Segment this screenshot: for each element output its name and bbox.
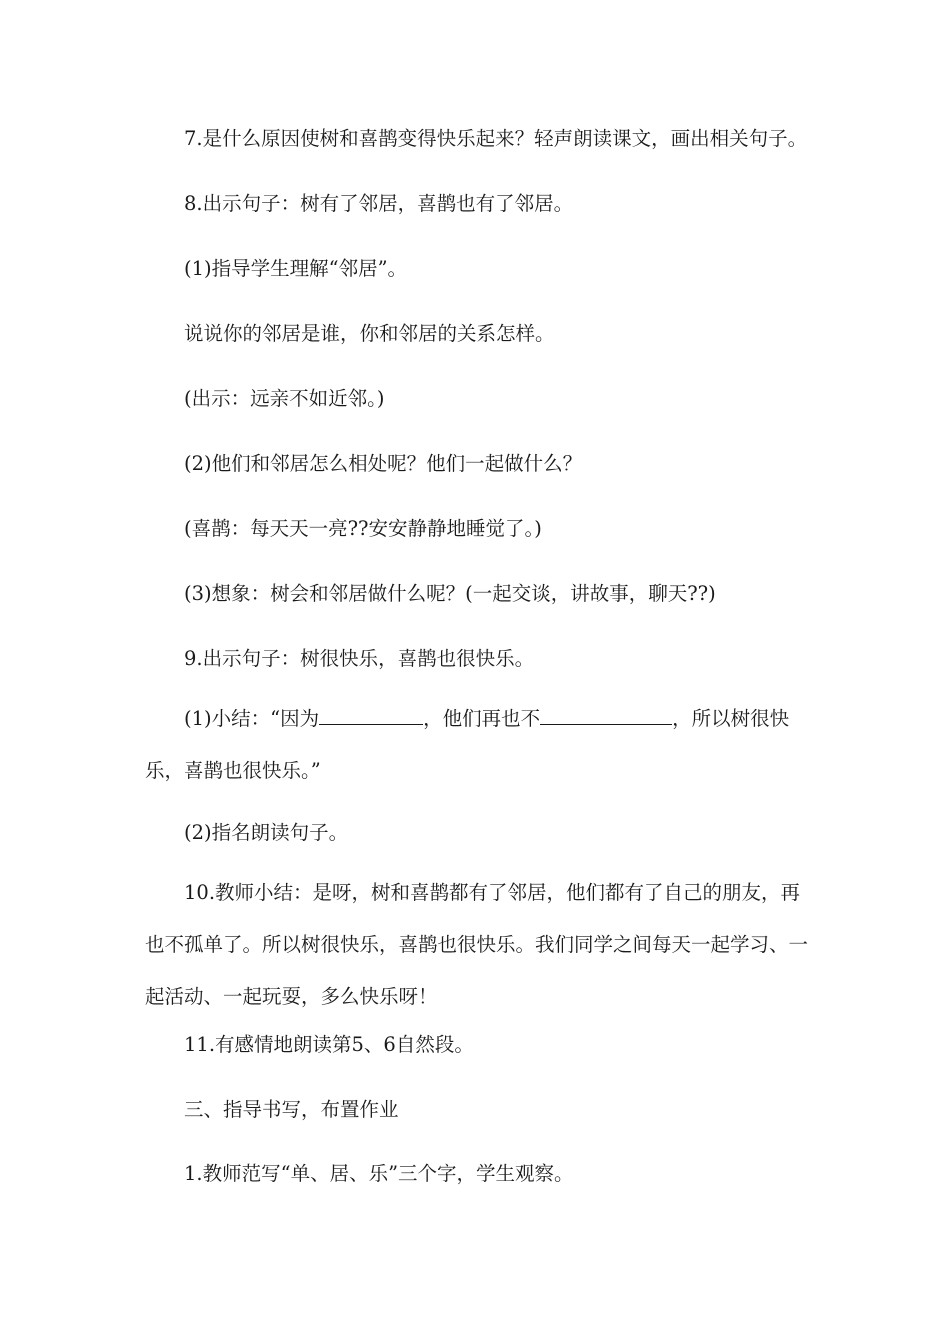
paragraph-item-8: 8.出示句子：树有了邻居，喜鹊也有了邻居。	[184, 192, 574, 215]
paragraph-item-1: 1.教师范写“单、居、乐”三个字，学生观察。	[184, 1162, 574, 1185]
blank-line-2	[540, 706, 672, 725]
paragraph-sub-3: (3)想象：树会和邻居做什么呢？(一起交谈，讲故事，聊天??)	[184, 582, 716, 605]
paragraph-summary-fill-blank	[145, 693, 809, 797]
paragraph-item-11: 11.有感情地朗读第5、6自然段。	[184, 1033, 474, 1056]
paragraph-sub-2: (2)他们和邻居怎么相处呢？他们一起做什么？	[184, 452, 583, 475]
paragraph-item-7: 7.是什么原因使树和喜鹊变得快乐起来？轻声朗读课文，画出相关句子。	[184, 127, 808, 150]
section-heading-3: 三、指导书写，布置作业	[184, 1098, 399, 1121]
summary-text-start: (1)小结：“因为	[184, 707, 320, 730]
paragraph-neighbor-question: 说说你的邻居是谁，你和邻居的关系怎样。	[184, 322, 555, 345]
paragraph-item-9: 9.出示句子：树很快乐，喜鹊也很快乐。	[184, 647, 535, 670]
paragraph-sub-read: (2)指名朗读句子。	[184, 821, 349, 844]
paragraph-magpie: (喜鹊：每天天一亮??安安静静地睡觉了。)	[184, 517, 542, 540]
summary-text-end: ，所以树很快乐，喜鹊也很快乐。”	[145, 707, 790, 782]
paragraph-proverb: (出示：远亲不如近邻。)	[184, 387, 385, 410]
paragraph-sub-1: (1)指导学生理解“邻居”。	[184, 257, 408, 280]
blank-line-1	[319, 706, 423, 725]
summary-text-middle: ，他们再也不	[423, 707, 541, 730]
paragraph-item-10: 10.教师小结：是呀，树和喜鹊都有了邻居，他们都有了自己的朋友，再也不孤单了。所以树很快乐，喜鹊也很快乐。我们同学之间每天一起学习、一起活动、一起玩耍，多么快乐呀！	[145, 881, 809, 1008]
